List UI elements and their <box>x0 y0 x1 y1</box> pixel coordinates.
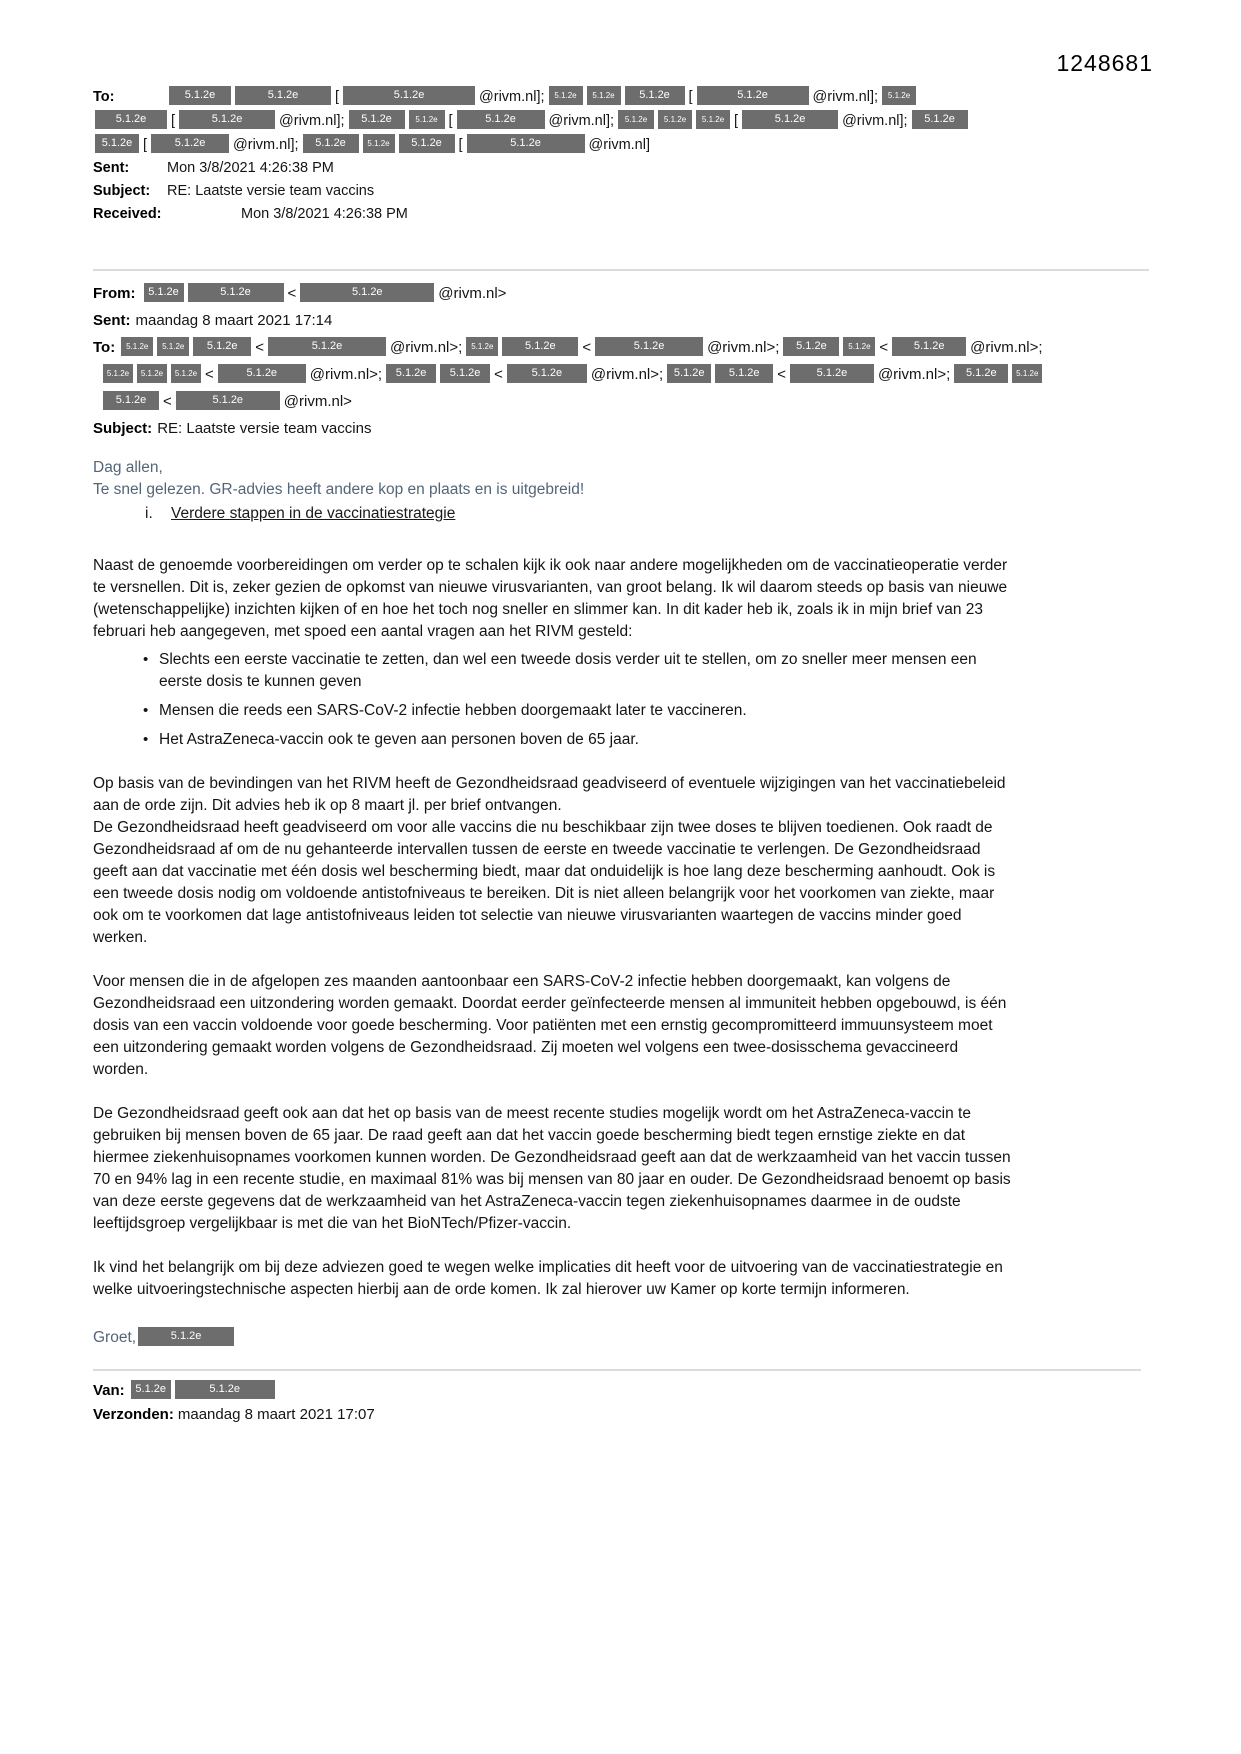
header-address-text: @rivm.nl>; <box>970 339 1043 356</box>
signoff-row <box>93 1327 1013 1349</box>
redaction-block: 5.1.2e <box>440 364 490 383</box>
subject-label: Subject: <box>93 183 151 199</box>
inner-to-tokens-1 <box>119 339 1044 356</box>
bullet-list <box>93 649 1013 751</box>
redaction-block: 5.1.2e <box>790 364 874 383</box>
paragraph-3: Voor mensen die in de afgelopen zes maanden aantoonbaar een SARS-CoV-2 infectie hebben doorgemaakt, kan volgens de Gezondheidsraad een uitzondering worden gemaakt. Doordat eerder geïnfecteerde mensen al immuniteit hebben opgebouwd, is één dosis van een vaccin voldoende voor goede bescherming. Voor patiënten met een ernstig gecompromitteerd immuunsysteem moet een uitzondering gemaakt worden volgens de Gezondheidsraad. Zij moeten wel volgens een twee-dosisschema gevaccineerd worden. <box>93 973 1007 1078</box>
header-address-text: < <box>582 339 592 356</box>
redaction-block: 5.1.2e <box>171 364 201 383</box>
header-address-text: < <box>205 366 214 383</box>
redaction-block: 5.1.2e <box>131 1380 171 1399</box>
redaction-block: 5.1.2e <box>466 337 498 356</box>
header-address-text: @rivm.nl]; <box>842 113 908 129</box>
redaction-block: 5.1.2e <box>502 337 578 356</box>
redaction-block: 5.1.2e <box>169 86 231 105</box>
paragraph-4: De Gezondheidsraad geeft ook aan dat het op basis van de meest recente studies mogelijk wordt om het AstraZeneca-vaccin te gebruiken bij mensen boven de 65 jaar. De raad geeft aan dat het vaccin goede bescherming biedt tegen ernstige ziekte en dat hiermee ziekenhuisopnames voorkomen kunnen worden. De Gezondheidsraad geeft aan dat de werkzaamheid van het vaccin tussen 70 en 94% lag in een recente studie, en maximaal 81% was bij mensen van 80 jaar en ouder. De Gezondheidsraad benoemt op basis van deze eerste gegevens dat de werkzaamheid van het AstraZeneca-vaccin tegen ziekenhuisopnames daarmee in de oudste leeftijdsgroep vergelijkbaar is met die van het BioNTech/Pfizer-vaccin. <box>93 1105 1011 1232</box>
inner-to-label: To: <box>93 339 116 356</box>
redaction-block: 5.1.2e <box>179 110 275 129</box>
inner-to-line-1 <box>93 335 1149 360</box>
redaction-block: 5.1.2e <box>349 110 405 129</box>
bullet-item: • Mensen die reeds een SARS-CoV-2 infectie hebben doorgemaakt later te vaccineren. <box>159 700 1013 722</box>
van-tokens <box>129 1382 277 1399</box>
header-address-text: [ <box>734 113 739 129</box>
redaction-block: 5.1.2e <box>399 134 455 153</box>
bullet-item: • Slechts een eerste vaccinatie te zetten, dan wel een tweede dosis verder uit te stellen, om zo sneller meer mensen een eerste dosis te kunnen geven <box>159 649 1013 693</box>
redaction-block: 5.1.2e <box>882 86 916 105</box>
sent-value: Mon 3/8/2021 4:26:38 PM <box>167 160 334 176</box>
redaction-block: 5.1.2e <box>144 283 184 302</box>
paragraph-5: Ik vind het belangrijk om bij deze adviezen goed te wegen welke implicaties dit heeft voor de uitvoering van de vaccinatiestrategie en welke uitvoeringstechnische aspecten hierbij aan de orde komen. Ik zal hierover uw Kamer op korte termijn informeren. <box>93 1259 1003 1298</box>
signoff-redaction <box>136 1329 236 1346</box>
footer-quote-header <box>93 1379 1149 1427</box>
redaction-block: 5.1.2e <box>595 337 703 356</box>
redaction-block: 5.1.2e <box>667 364 711 383</box>
redaction-block: 5.1.2e <box>1012 364 1042 383</box>
footer-divider <box>93 1369 1141 1371</box>
to-row-line-1 <box>93 86 1149 108</box>
from-row <box>93 281 1149 306</box>
van-row <box>93 1379 1149 1403</box>
header-address-text: [ <box>688 89 693 105</box>
redaction-block: 5.1.2e <box>892 337 966 356</box>
header-address-text: [ <box>335 89 340 105</box>
sent-row <box>93 158 1149 179</box>
received-row <box>93 204 1149 225</box>
subject-value: RE: Laatste versie team vaccins <box>167 183 375 199</box>
header-address-text: < <box>255 339 264 356</box>
redaction-block: 5.1.2e <box>103 391 159 410</box>
header-address-text: @rivm.nl>; <box>707 339 780 356</box>
redaction-block: 5.1.2e <box>157 337 189 356</box>
document-number: 1248681 <box>1056 50 1153 76</box>
numbered-item-text: Verdere stappen in de vaccinatiestrategie <box>171 505 456 522</box>
verzonden-value: maandag 8 maart 2021 17:07 <box>177 1406 375 1423</box>
redaction-block: 5.1.2e <box>625 86 685 105</box>
redaction-block: 5.1.2e <box>457 110 545 129</box>
redaction-block: 5.1.2e <box>235 86 331 105</box>
header-address-text: @rivm.nl] <box>588 137 650 153</box>
redaction-block: 5.1.2e <box>176 391 280 410</box>
header-address-text: [ <box>458 137 463 153</box>
redaction-block: 5.1.2e <box>618 110 654 129</box>
redaction-block: 5.1.2e <box>175 1380 275 1399</box>
inner-to-line-3 <box>93 389 1149 414</box>
header-address-text: [ <box>171 113 176 129</box>
header-address-text: < <box>879 339 889 356</box>
bullet-item: • Het AstraZeneca-vaccin ook te geven aan personen boven de 65 jaar. <box>159 729 1013 751</box>
redaction-block: 5.1.2e <box>343 86 475 105</box>
inner-subject-value: RE: Laatste versie team vaccins <box>157 420 372 437</box>
redaction-block: 5.1.2e <box>268 337 386 356</box>
inner-to-line-2 <box>93 362 1149 387</box>
redaction-block: 5.1.2e <box>151 134 229 153</box>
to-row-line-2 <box>93 110 1149 132</box>
paragraph-2b: De Gezondheidsraad heeft geadviseerd om voor alle vaccins die nu beschikbaar zijn twee doses te blijven toedienen. Ook raadt de Gezondheidsraad af om de nu gehanteerde intervallen tussen de eerste en tweede vaccinatie te verlengen. De Gezondheidsraad geeft aan dat vaccinatie met één dosis wel bescherming biedt, maar dat onduidelijk is hoe lang deze bescherming aanhoudt. Ook is een tweede dosis nodig om voldoende antistofniveaus te bereiken. Dit is niet alleen belangrijk voor het voorkomen van ziekte, maar ook om te voorkomen dat lage antistofniveaus leiden tot selectie van nieuwe virusvarianten waartegen de vaccins minder goed werken. <box>93 819 996 946</box>
header-address-text: < <box>777 366 786 383</box>
redaction-block: 5.1.2e <box>95 134 139 153</box>
redaction-block: 5.1.2e <box>696 110 730 129</box>
redaction-block: 5.1.2e <box>697 86 809 105</box>
redaction-block: 5.1.2e <box>193 337 251 356</box>
redaction-block: 5.1.2e <box>363 134 395 153</box>
greeting-block <box>93 457 1013 501</box>
header-address-text: @rivm.nl>; <box>389 339 463 356</box>
header-address-text: < <box>287 285 297 302</box>
email-body <box>93 457 1013 1349</box>
outer-email-header <box>93 86 1149 225</box>
van-label: Van: <box>93 1382 125 1399</box>
note: Te snel gelezen. GR-advies heeft andere kop en plaats en is uitgebreid! <box>93 481 585 498</box>
redaction-block: 5.1.2e <box>137 364 167 383</box>
received-value: Mon 3/8/2021 4:26:38 PM <box>241 206 408 222</box>
redaction-block: 5.1.2e <box>138 1327 234 1346</box>
redaction-block: 5.1.2e <box>467 134 585 153</box>
verzonden-row <box>93 1403 1149 1427</box>
redaction-block: 5.1.2e <box>507 364 587 383</box>
numbered-item <box>93 503 1013 525</box>
numbered-item-marker: i. <box>145 505 153 522</box>
inner-subject-row <box>93 416 1149 441</box>
header-address-text: @rivm.nl]; <box>812 89 879 105</box>
redaction-block: 5.1.2e <box>121 337 153 356</box>
header-divider <box>93 269 1149 271</box>
redaction-block: 5.1.2e <box>587 86 621 105</box>
header-address-text: @rivm.nl]; <box>479 89 545 105</box>
inner-sent-value: maandag 8 maart 2021 17:14 <box>135 312 333 329</box>
inner-sent-row <box>93 308 1149 333</box>
redaction-block: 5.1.2e <box>954 364 1008 383</box>
greeting: Dag allen, <box>93 459 163 476</box>
paragraph-2a: Op basis van de bevindingen van het RIVM heeft de Gezondheidsraad geadviseerd of eventuele wijzigingen van het vaccinatiebeleid aan de orde zijn. Dit advies heb ik op 8 maart jl. per brief ontvangen. <box>93 775 1006 814</box>
paragraph-2 <box>93 773 1013 949</box>
to-label: To: <box>93 89 115 105</box>
redaction-block: 5.1.2e <box>409 110 445 129</box>
header-address-text: @rivm.nl]; <box>233 137 299 153</box>
header-address-text: < <box>494 366 503 383</box>
header-address-text: @rivm.nl>; <box>877 366 951 383</box>
inner-sent-label: Sent: <box>93 312 131 329</box>
header-address-text: @rivm.nl> <box>283 393 352 410</box>
header-address-text: @rivm.nl]; <box>279 113 345 129</box>
from-label: From: <box>93 285 136 302</box>
sent-label: Sent: <box>93 160 130 176</box>
paragraph-1: Naast de genoemde voorbereidingen om verder op te schalen kijk ik ook naar andere mogelijkheden om de vaccinatieoperatie verder te versnellen. Dit is, zeker gezien de opkomst van nieuwe virusvarianten, van groot belang. Ik wil daarom steeds op basis van nieuwe (wetenschappelijke) inzichten kijken of en hoe het toch nog sneller en slimmer kan. In dit kader heb ik, zoals ik in mijn brief van 23 februari heb aangegeven, met spoed een aantal vragen aan het RIVM gesteld: <box>93 557 1008 640</box>
redaction-block: 5.1.2e <box>843 337 875 356</box>
redaction-block: 5.1.2e <box>95 110 167 129</box>
to-recipients-line-1 <box>167 89 918 105</box>
from-tokens <box>142 285 509 302</box>
subject-row <box>93 181 1149 202</box>
to-row-line-3 <box>93 134 1149 156</box>
redaction-block: 5.1.2e <box>912 110 968 129</box>
redaction-block: 5.1.2e <box>742 110 838 129</box>
header-address-text: @rivm.nl>; <box>309 366 383 383</box>
header-address-text: @rivm.nl> <box>438 285 507 302</box>
redaction-block: 5.1.2e <box>783 337 839 356</box>
redaction-block: 5.1.2e <box>103 364 133 383</box>
header-address-text: @rivm.nl>; <box>590 366 664 383</box>
redaction-block: 5.1.2e <box>658 110 692 129</box>
header-address-text: @rivm.nl]; <box>548 113 615 129</box>
header-address-text: < <box>163 393 172 410</box>
signoff-text: Groet, <box>93 1329 137 1346</box>
redaction-block: 5.1.2e <box>549 86 583 105</box>
inner-email-header <box>93 281 1149 441</box>
received-label: Received: <box>93 206 162 222</box>
inner-subject-label: Subject: <box>93 420 153 437</box>
redaction-block: 5.1.2e <box>386 364 436 383</box>
header-address-text: [ <box>448 113 453 129</box>
redaction-block: 5.1.2e <box>300 283 434 302</box>
redaction-block: 5.1.2e <box>188 283 284 302</box>
verzonden-label: Verzonden: <box>93 1406 174 1423</box>
header-address-text: [ <box>143 137 148 153</box>
redaction-block: 5.1.2e <box>218 364 306 383</box>
redaction-block: 5.1.2e <box>303 134 359 153</box>
redaction-block: 5.1.2e <box>715 364 773 383</box>
